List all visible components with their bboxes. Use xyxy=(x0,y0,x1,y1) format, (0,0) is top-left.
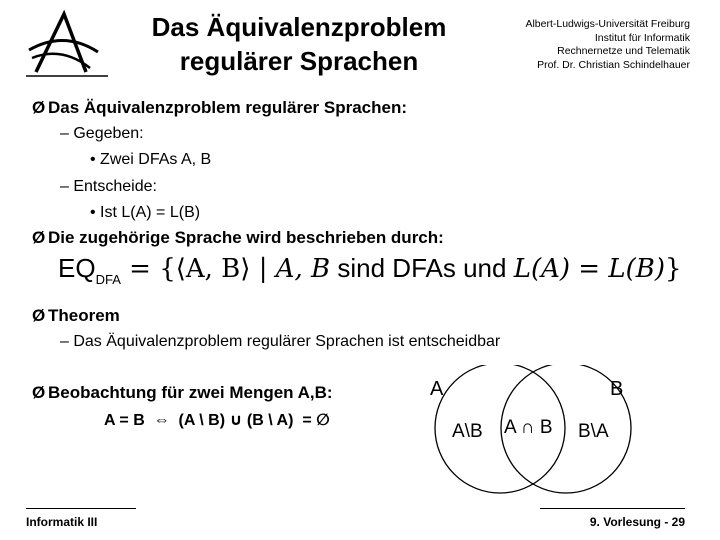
given-label: – Gegeben: xyxy=(60,125,144,142)
footer-course: Informatik III xyxy=(26,508,136,529)
decide-item: • Ist L(A) = L(B) xyxy=(90,204,201,221)
bullet-text: Beobachtung für zwei Mengen A,B: xyxy=(48,383,333,402)
formula-subscript: DFA xyxy=(95,272,121,287)
arrow-bullet-icon: Ø xyxy=(32,306,46,325)
bullet-language xyxy=(32,228,444,248)
institution-line: Albert-Ludwigs-Universität Freiburg xyxy=(525,18,690,30)
bullet-text: Die zugehörige Sprache wird beschrieben durch: xyxy=(48,228,444,247)
formula-eq: EQ xyxy=(58,253,96,283)
formula-eq-sign: = xyxy=(570,254,609,284)
arrow-bullet-icon: Ø xyxy=(32,383,46,402)
formula-set-open: = {⟨A, B⟩ | xyxy=(120,254,276,284)
institution-block xyxy=(478,18,690,72)
label-b: B xyxy=(610,378,624,400)
formula-vars: A, B xyxy=(275,254,331,284)
label-intersection: A ∩ B xyxy=(504,417,553,438)
label-a-minus-b: A\B xyxy=(452,421,483,442)
eq-dfa-formula xyxy=(58,253,682,293)
institution-line: Rechnernetze und Telematik xyxy=(557,45,690,57)
university-logo xyxy=(24,8,108,80)
given-item: • Zwei DFAs A, B xyxy=(90,151,212,168)
arrow-bullet-icon: Ø xyxy=(32,98,46,117)
label-a: A xyxy=(430,378,444,400)
theorem-item: – Das Äquivalenzproblem regulärer Sprachen ist entscheidbar xyxy=(60,333,501,350)
decide-label: – Entscheide: xyxy=(60,178,157,195)
formula-set-close: } xyxy=(665,254,682,284)
formula-la: L(A) xyxy=(513,254,571,284)
venn-diagram xyxy=(400,365,700,495)
label-b-minus-a: B\A xyxy=(578,421,609,442)
page-title xyxy=(124,10,474,78)
observation-formula: A = B ⇔ (A \ B) ∪ (B \ A) = ∅ xyxy=(104,412,330,429)
formula-text: sind DFAs und xyxy=(330,253,514,283)
bullet-text: Das Äquivalenzproblem regulärer Sprachen: xyxy=(48,98,407,117)
footer-lecture: 9. Vorlesung - 29 xyxy=(540,508,685,529)
title-line-1: Das Äquivalenzproblem xyxy=(151,12,447,42)
title-line-2: regulärer Sprachen xyxy=(179,46,419,76)
institution-line: Prof. Dr. Christian Schindelhauer xyxy=(537,58,690,71)
arrow-bullet-icon: Ø xyxy=(32,228,46,247)
bullet-text: Theorem xyxy=(48,306,120,325)
institution-line: Institut für Informatik xyxy=(594,31,690,44)
bullet-equivalence-problem xyxy=(32,98,407,118)
formula-lb: L(B) xyxy=(608,254,666,284)
bullet-theorem xyxy=(32,306,120,326)
bullet-observation xyxy=(32,383,333,403)
